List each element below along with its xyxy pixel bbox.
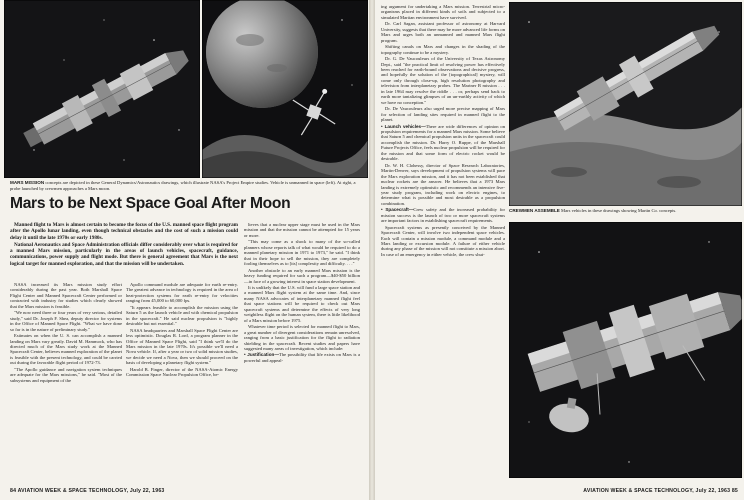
paragraph: "The Apollo guidance and navigation system techniques are adequate for the Mars missions," he said. "Most of the subsystems and equipment of the — [10, 366, 122, 383]
paragraph: Apollo command module are adequate for earth re-entry. The greatest advance in technology is required in the area of heat-protection systems for earth re-entry for velocities ranging from 45,000 to 60,000 fps. — [126, 282, 238, 304]
paragraph: Another obstacle to an early manned Mars mission is the heavy funding required for such a program—$40-$50 billion—in face of a growing interest in space station development. — [244, 267, 360, 284]
caption-lead: MARS MISSION — [10, 180, 45, 185]
crewmen-assemble-drawing-bottom — [509, 222, 742, 478]
caption-text: concepts are depicted in these General Dynamics/Astronautics drawings, which illustrate NASA's Project Empire studies. Vehicle is unmanned in space (left). At right, a probe launched by crewmen approaches a Mars moon. — [10, 180, 356, 191]
left-page — [0, 0, 369, 500]
run-in-subhead: • Spacecraft— — [381, 207, 414, 213]
paragraph: NASA headquarters and Marshall Space Flight Center are less optimistic. Douglas R. Lord, a program planner in the Office of Manned Space Flight, said "I think we'll do the Mars mission in the late 1970s. It's possible we'll need a Nova vehicle. If, after a year or two of solid mission studies, we decide we need a Nova, then we should proceed on the basis of developing a planetary flight system." — [126, 327, 238, 366]
page-footer: 84 AVIATION WEEK & SPACE TECHNOLOGY, July 22, 1963 — [10, 488, 165, 494]
paragraph: Harold B. Finger, director of the NASA-Atomic Energy Commission Space Nuclear Propulsion Office, be- — [126, 366, 238, 378]
deck-paragraph: National Aeronautics and Space Administration officials differ considerably over what is required for a manned Mars mission, particularly in the areas of launch vehicles, spacecraft, guidance, communications, power supply and flight mode. But there is general agreement that Mars is the next logical target for manned exploration, and that the mission will be undertaken. — [10, 241, 238, 267]
deck-paragraph: Manned flight to Mars is almost certain to become the focus of the U.S. manned space flight program after the Apollo lunar landing, even though technical obstacles and the cost of such a mission could delay it until the late 1970s or early 1980s. — [10, 222, 238, 241]
paragraph: "It appears feasible to accomplish the mission using the Saturn 5 as the launch vehicle and with chemical propulsion in the spacecraft." He said nuclear propulsion is "highly desirable but not essential." — [126, 304, 238, 327]
mars-mission-drawing-vehicle — [4, 0, 200, 178]
caption-text: Mars vehicles in these drawings showing Martin Co. concepts. — [561, 208, 677, 213]
paragraph: It is unlikely that the U.S. will fund a large space station and a manned Mars flight system at the same time. And, since many NASA advocates of interplanetary manned flight feel that space stations will be required to check out Mars spacecraft systems and determine the effects of very long weightless flight on the human system, there is little likelihood of a Mars mission before 1975. — [244, 284, 360, 323]
paragraph: Whatever time period is selected for manned flight to Mars, a great number of divergent considerations remain unresolved, ranging from a basic justification for the flight to radiation shielding in the spacecraft. Recent studies and papers have suggested many areas of investigation, which include: — [244, 324, 360, 351]
figure-caption — [509, 208, 742, 214]
paragraph: Dr. G. De Vaucouleurs of the University of Texas Astronomy Dept., said "the practical limit of resolving power has effectively been reached for earth-bound observations and decisive progress, and hopefully the solution of the [topographical] mystery, will come only through close-up, high resolution photography and television from interplanetary probes. The Mariner B mission . . . in late 1964 may resolve the riddle . . . or, perhaps send back to earth more tantalizing glimpses of an un-earthly activity of which we have no conception." — [381, 56, 505, 105]
mars-mission-drawing-probe — [202, 0, 368, 178]
paragraph: Dr. W. H. Clohessy, director of Space Research Laboratories, Martin-Denver, says development of propulsion systems will pace the Mars exploration mission, and it has not been established that nuclear rockets are the answer. He believes that a 1973 Mars landing is extremely optimistic and recommends an intensive five-year study program, including work on electric engines, to determine what is possible and most desirable as a propulsion combination. — [381, 162, 505, 206]
article-deck — [10, 222, 238, 267]
page-footer: AVIATION WEEK & SPACE TECHNOLOGY, July 22, 1963 85 — [583, 488, 738, 494]
paragraph: Spacecraft systems as presently conceived by the Manned Spacecraft Center, will involve two independent space vehicles. Each will contain a mission module, a command module and a Mars landing or excursion module. A failure of either vehicle during any phase of the mission will not constitute a mission abort. In case of an emergency in either vehicle, the crew shut- — [381, 224, 505, 257]
paragraph: "We now need three or four years of very serious, detailed study," said Dr. Joseph F. Shea, deputy director for systems in the Office of Manned Space Flight. "What we have done so far is in the nature of preliminary study." — [10, 310, 122, 332]
run-in-subhead: • Justification— — [244, 352, 279, 358]
paragraph: lieves that a nuclear upper stage must be used in the Mars mission and that the mission cannot be attempted for 15 years or more. — [244, 222, 360, 238]
paragraph: Dr. De Vaucouleurs also urged more precise mapping of Mars for selection of landing sites required in manned flight to the planet. — [381, 106, 505, 123]
crewmen-assemble-drawing-top — [509, 2, 742, 206]
article-headline: Mars to be Next Space Goal After Moon — [10, 195, 291, 212]
paragraph: ing argument for undertaking a Mars mission. Terrestrial micro-organisms placed in different kinds of soils and subjected to a simulated Martian environment have survived. — [381, 4, 505, 20]
body-column-3 — [244, 222, 360, 478]
subhead-paragraph: • Spacecraft—Crew safety and the increased probability for mission success is the launch of two or more spacecraft systems are important factors in establishing spacecraft requirements. — [381, 207, 505, 224]
paragraph: "This may come as a shock to many of the so-called planners whose reports talk of what would be required to do a manned planetary mission in 1971 to 1973," he said. "I think that in their hope to sell the mission, they are completely fooling themselves as to [its] complexity and difficulty. . . ." — [244, 239, 360, 267]
subhead-paragraph: • Justification—The possibility that life exists on Mars is a powerful and appeal- — [244, 352, 360, 363]
paragraph: Dr. Carl Sagan, assistant professor of astronomy at Harvard University, suggests that there may be more advanced life forms on Mars and urges both an unmanned and manned Mars flight program. — [381, 21, 505, 43]
paragraph: Estimates on when the U. S. can accomplish a manned landing on Mars vary greatly. David M. Hammock, who has directed much of the Mars study work at the Manned Spacecraft Center, believes manned exploration of the planet is feasible with the present technology, and could be carried out during the favorable flight period of 1972-73. — [10, 333, 122, 366]
body-column-2 — [126, 282, 238, 478]
right-page — [375, 0, 744, 500]
body-column-1 — [10, 282, 122, 478]
paragraph: Shifting canals on Mars and changes in the shading of the topography continue to be a mystery. — [381, 44, 505, 55]
run-in-subhead: • Launch vehicles— — [381, 123, 426, 129]
body-column — [381, 4, 505, 478]
figure-caption — [10, 180, 362, 191]
subhead-paragraph: • Launch vehicles—There are wide differences of opinion on propulsion requirements for a manned Mars mission. Some believe that Saturn 5 and chemical propulsion units in the spacecraft could accomplish the mission. Dr. Harry O. Ruppe, of the Marshall Future Projects Office, feels nuclear propulsion will be required for the mission and that some form of electric rocket would be desirable. — [381, 123, 505, 162]
paragraph: NASA increased its Mars mission study effort considerably during the past year. Both Marshall Space Flight Center and Manned Spacecraft Center performed or contracted with industry for studies which clearly showed that the Mars mission is feasible. — [10, 282, 122, 309]
caption-lead: CREWMEN ASSEMBLE — [509, 208, 560, 213]
